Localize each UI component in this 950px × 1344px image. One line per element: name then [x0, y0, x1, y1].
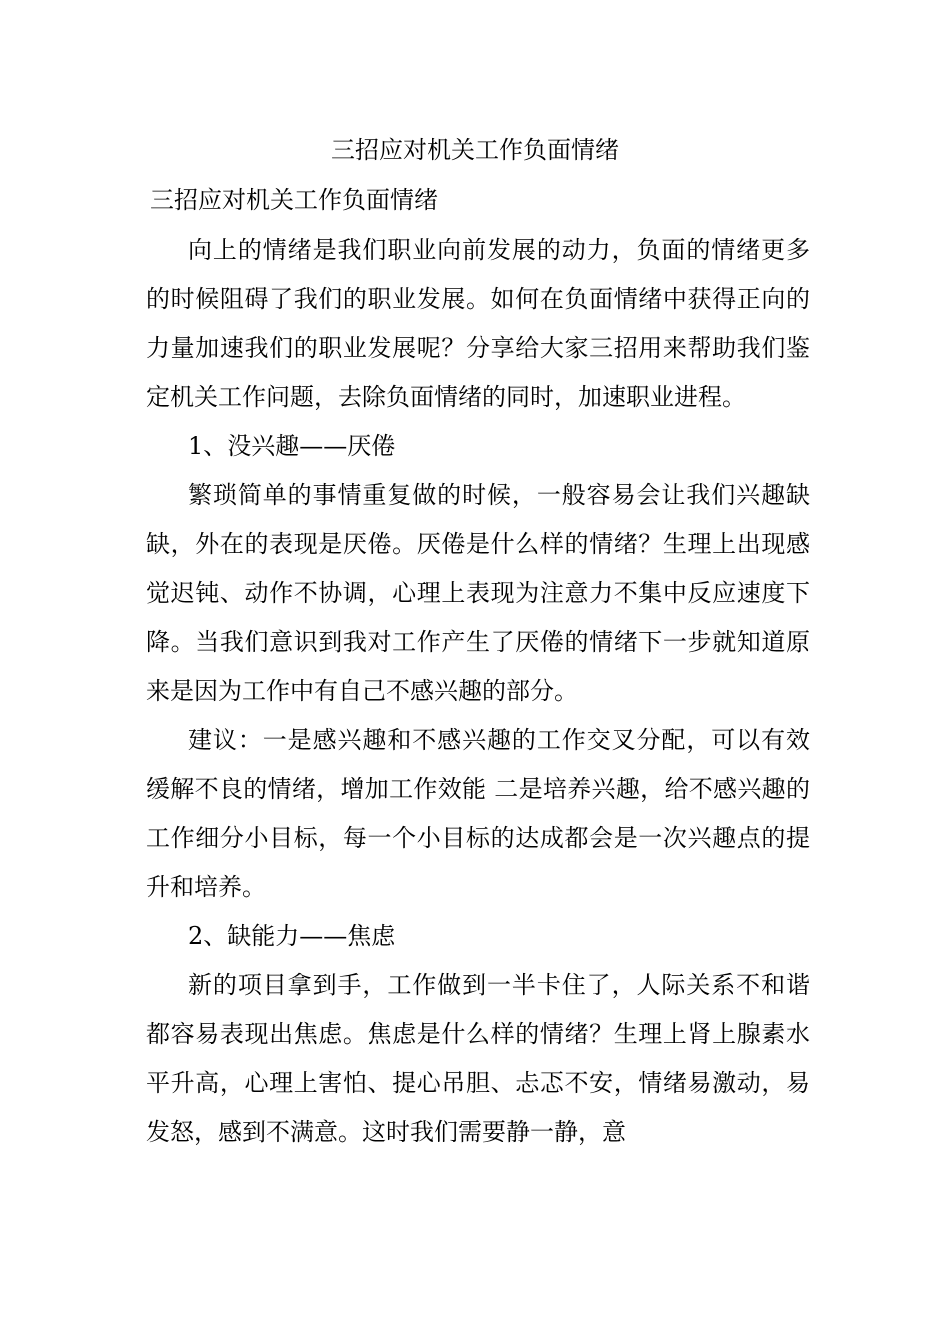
section-heading-2: 2、缺能力——焦虑	[188, 922, 396, 950]
document-subtitle: 三招应对机关工作负面情绪	[150, 186, 438, 214]
section-heading-1: 1、没兴趣——厌倦	[188, 432, 396, 460]
document-body	[146, 226, 810, 1157]
section-1-paragraph: 繁琐简单的事情重复做的时候，一般容易会让我们兴趣缺缺，外在的表现是厌倦。厌倦是什么样的情绪？生理上出现感觉迟钝、动作不协调，心理上表现为注意力不集中反应速度下降。当我们意识到我对工作产生了厌倦的情绪下一步就知道原来是因为工作中有自己不感兴趣的部分。	[146, 481, 810, 705]
section-1-advice: 建议：一是感兴趣和不感兴趣的工作交叉分配，可以有效缓解不良的情绪，增加工作效能 二是培养兴趣，给不感兴趣的工作细分小目标，每一个小目标的达成都会是一次兴趣点的提升和培养。	[146, 726, 810, 901]
intro-paragraph: 向上的情绪是我们职业向前发展的动力，负面的情绪更多的时候阻碍了我们的职业发展。如何在负面情绪中获得正向的力量加速我们的职业发展呢？分享给大家三招用来帮助我们鉴定机关工作问题，去除负面情绪的同时，加速职业进程。	[146, 236, 810, 411]
document-title: 三招应对机关工作负面情绪	[331, 136, 619, 164]
section-2-paragraph: 新的项目拿到手，工作做到一半卡住了，人际关系不和谐都容易表现出焦虑。焦虑是什么样的情绪？生理上肾上腺素水平升高，心理上害怕、提心吊胆、忐忑不安，情绪易激动，易发怒，感到不满意。这时我们需要静一静，意	[146, 971, 810, 1146]
